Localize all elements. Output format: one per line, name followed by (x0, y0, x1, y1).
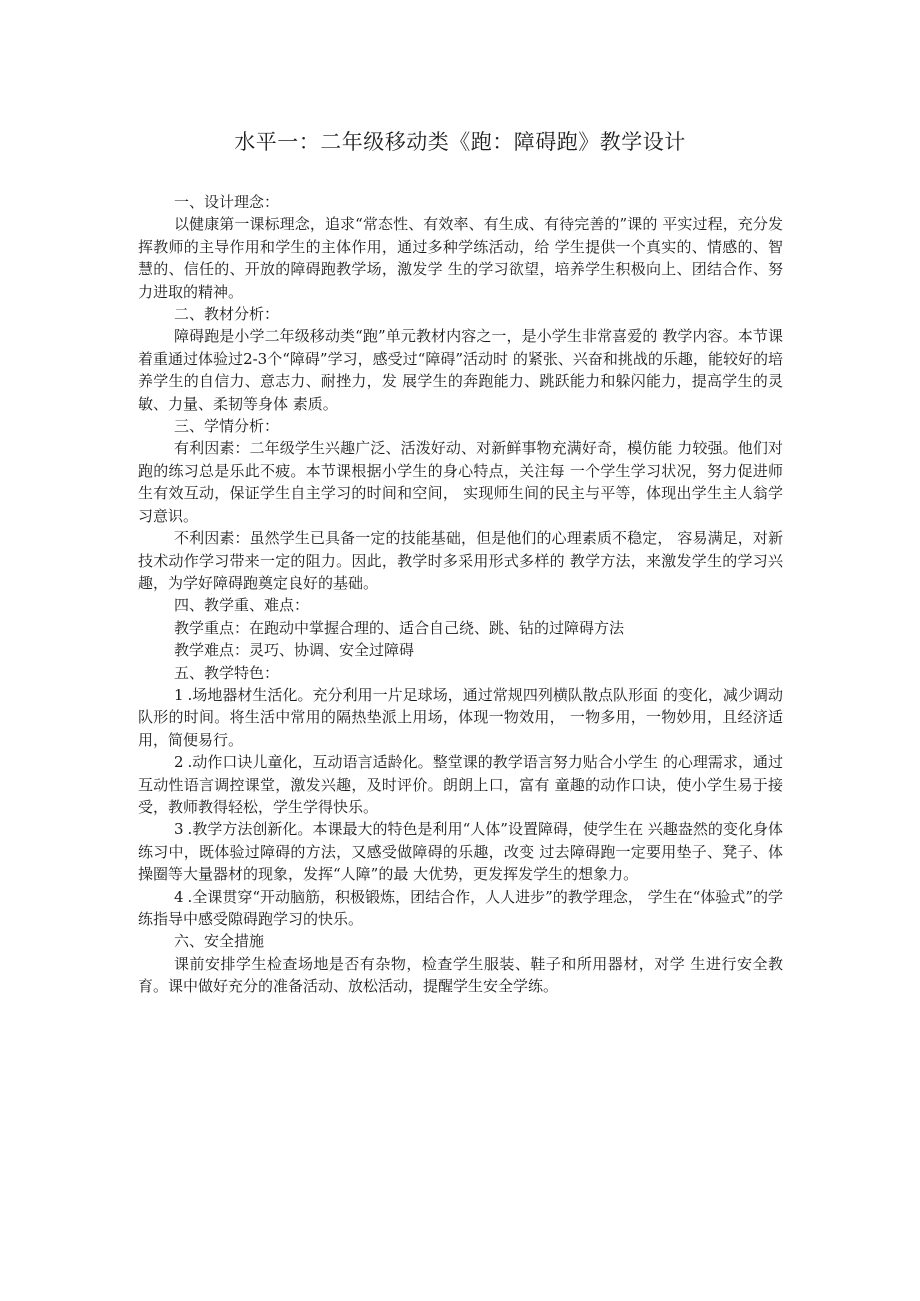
section-heading-student-analysis: 三、学情分析： (174, 417, 280, 436)
feature-item-text: .场地器材生活化。充分利用一片足球场，通过常规四列横队散点队形面 的变化，减少调动队形的时间。将生活中常用的隔热垫派上用场，体现一物效用， 一物多用，一物妙用，且经济适用，简便易行。 (138, 685, 783, 749)
document-title: 水平一：二年级移动类《跑：障碍跑》教学设计 (234, 130, 686, 154)
feature-item-2 (138, 751, 783, 818)
paragraph-material-analysis: 障碍跑是小学二年级移动类“跑”单元教材内容之一，是小学生非常喜爱的 教学内容。本节课着重通过体验过2-3个“障碍”学习，感受过“障碍”活动时 的紧张、兴奋和挑战的乐趣，能较好的培养学生的自信力、意志力、耐挫力，发 展学生的奔跑能力、跳跃能力和躲闪能力，提高学生的灵敏、力量、柔韧等身体 素质。 (138, 327, 783, 413)
feature-item-1 (138, 684, 783, 751)
feature-item-text: .全课贯穿“开动脑筋，积极锻炼，团结合作，人人进步”的教学理念， 学生在“体验式”的学练指导中感受隙碍跑学习的快乐。 (138, 887, 783, 928)
section-heading-safety-measures: 六、安全措施 (174, 932, 265, 951)
paragraph-favorable-factors: 有利因素：二年级学生兴趣广泛、活泼好动、对新鲜事物充满好奇，模仿能 力较强。他们对跑的练习总是乐此不疲。本节课根据小学生的身心特点，关注每 一个学生学习状况，努力促进师生有效互动，保证学生自主学习的时间和空间， 实现师生间的民主与平等，体现出学生主人翁学习意识。 (138, 439, 783, 525)
paragraph-key-point: 教学重点：在跑动中掌握合理的、适合自己绕、跳、钻的过障碍方法 (174, 618, 625, 637)
feature-item-number: 2 (174, 753, 184, 772)
section-heading-design-concept: 一、设计理念： (174, 193, 280, 211)
feature-item-text: .教学方法创新化。本课最大的特色是利用“人体”设置障碍，使学生在 兴趣盎然的变化身体练习中，既体验过障碍的方法，又感受做障碍的乐趣，改变 过去障碍跑一定要用垫子、凳子、体操圈等大量器材的现象，发挥“人障”的最 大优势，更发挥发学生的想象力。 (138, 820, 783, 884)
document-body (138, 191, 783, 998)
feature-item-3 (138, 818, 783, 885)
section-heading-material-analysis: 二、教材分析： (174, 305, 280, 324)
paragraph-difficult-point: 教学难点：灵巧、协调、安全过障碍 (174, 641, 415, 660)
section-heading-teaching-features: 五、教学特色： (174, 663, 280, 682)
feature-item-text: .动作口诀儿童化，互动语言适龄化。整堂课的教学语言努力贴合小学生 的心理需求，通过互动性语言调控课堂，激发兴趣，及时评价。朗朗上口，富有 童趣的动作口诀，使小学生易于接受，教师教得轻松，学生学得快乐。 (138, 753, 783, 816)
paragraph-unfavorable-factors: 不利因素：虽然学生已具备一定的技能基础，但是他们的心理素质不稳定， 容易满足，对新技术动作学习带来一定的阻力。因此，教学时多采用形式多样的 教学方法，来激发学生的学习兴趣，为学好障碍跑奠定良好的基础。 (138, 529, 783, 592)
section-heading-key-points: 四、教学重、难点： (174, 596, 310, 615)
paragraph-design-concept: 以健康第一课标理念，追求“常态性、有效率、有生成、有待完善的”课的 平实过程，充分发挥教师的主导作用和学生的主体作用，通过多种学练活动，给 学生提供一个真实的、情感的、智慧的、信任的、开放的障碍跑教学场，激发学 生的学习欲望，培养学生积极向上、团结合作、努力进取的精神。 (138, 215, 783, 301)
feature-item-number: 3 (174, 820, 184, 839)
feature-item-number: 4 (174, 887, 184, 906)
feature-item-4 (138, 886, 783, 931)
paragraph-safety-measures: 课前安排学生检查场地是否有杂物，检查学生服装、鞋子和所用器材，对学 生进行安全教育。课中做好充分的准备活动、放松活动，提醒学生安全学练。 (138, 954, 783, 996)
feature-item-number: 1 (174, 685, 184, 704)
